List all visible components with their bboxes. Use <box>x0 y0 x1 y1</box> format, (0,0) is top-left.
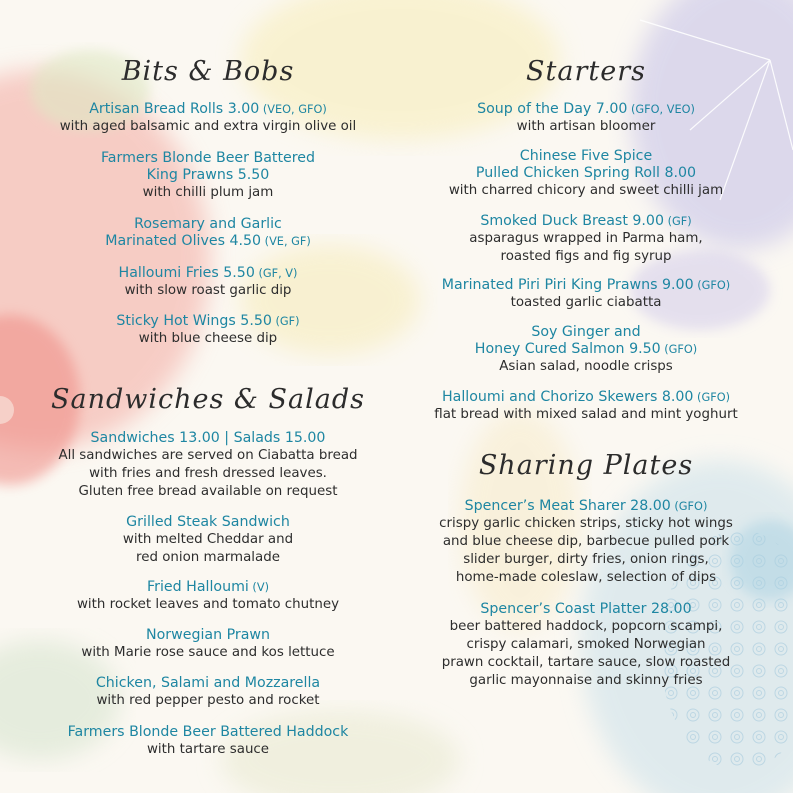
menu-item-name <box>18 579 398 596</box>
menu-item <box>396 101 776 136</box>
menu-item-name <box>18 313 398 330</box>
section-heading-sharing-plates: Sharing Plates <box>478 450 694 481</box>
menu-item-name <box>396 601 776 618</box>
menu-item-description: asparagus wrapped in Parma ham, roasted figs and fig syrup <box>469 231 703 264</box>
section-heading-starters: Starters <box>526 56 646 87</box>
menu-item-title: Sandwiches 13.00 | Salads 15.00 <box>90 430 326 446</box>
dietary-tag: (GFO) <box>693 279 731 292</box>
dietary-tag: (GF) <box>663 215 692 228</box>
menu-item-title: Spencer’s Meat Sharer 28.00 <box>464 498 671 514</box>
menu-item-name <box>396 213 776 230</box>
menu-item-title: Farmers Blonde Beer Battered Haddock <box>67 724 349 740</box>
menu-item <box>396 213 776 266</box>
menu-item <box>18 265 398 300</box>
menu-item <box>396 498 776 587</box>
menu-item <box>396 277 776 312</box>
menu-item-title: Chinese Five Spice Pulled Chicken Spring Roll 8.00 <box>475 148 697 181</box>
dietary-tag: (VE, GF) <box>261 235 311 248</box>
menu-item-title: Farmers Blonde Beer Battered King Prawns 5.50 <box>100 150 316 183</box>
menu-item-title: Smoked Duck Breast 9.00 <box>480 213 664 229</box>
menu-item-name <box>396 101 776 118</box>
menu-item <box>396 148 776 200</box>
section-heading-bits-bobs: Bits & Bobs <box>121 56 295 87</box>
menu-item <box>18 514 398 567</box>
menu-item-name <box>18 150 398 184</box>
menu-item-description: Asian salad, noodle crisps <box>499 359 673 374</box>
menu-item-title: Halloumi and Chorizo Skewers 8.00 <box>441 389 694 405</box>
menu-item-name <box>396 148 776 182</box>
menu-item-description: with tartare sauce <box>146 742 270 757</box>
menu-item-description: with red pepper pesto and rocket <box>96 693 320 708</box>
menu-item-name <box>18 216 398 250</box>
menu-item-title: Rosemary and Garlic Marinated Olives 4.50 <box>105 216 282 249</box>
menu-item-description: with Marie rose sauce and kos lettuce <box>81 645 335 660</box>
menu-item <box>18 579 398 614</box>
menu-item-name <box>396 324 776 358</box>
dietary-tag: (GF, V) <box>254 267 298 280</box>
menu-item-description: with blue cheese dip <box>138 331 278 346</box>
menu-item-title: Spencer’s Coast Platter 28.00 <box>480 601 692 617</box>
menu-item-title: Norwegian Prawn <box>145 627 271 643</box>
menu-item-name <box>18 101 398 118</box>
menu-item-title: Artisan Bread Rolls 3.00 <box>89 101 260 117</box>
menu-item-title: Marinated Piri Piri King Prawns 9.00 <box>441 277 694 293</box>
menu-item-title: Soup of the Day 7.00 <box>477 101 628 117</box>
menu-item-description: with artisan bloomer <box>516 119 656 134</box>
menu-item-title: Grilled Steak Sandwich <box>126 514 290 530</box>
dietary-tag: (GFO) <box>660 343 698 356</box>
menu-item-name <box>18 724 398 741</box>
menu-item-description: flat bread with mixed salad and mint yoghurt <box>434 407 738 422</box>
dietary-tag: (GFO, VEO) <box>627 103 695 116</box>
menu-item-description: toasted garlic ciabatta <box>510 295 662 310</box>
menu-item-description: All sandwiches are served on Ciabatta bread with fries and fresh dressed leaves. Gluten free bread available on request <box>58 448 358 499</box>
menu-item <box>18 216 398 250</box>
menu-item-description: beer battered haddock, popcorn scampi, crispy calamari, smoked Norwegian prawn cocktail, tartare sauce, slow roasted garlic mayonnaise and skinny fries <box>441 619 731 688</box>
menu-item-description: with charred chicory and sweet chilli jam <box>448 183 724 198</box>
menu-item <box>18 101 398 136</box>
dietary-tag: (VEO, GFO) <box>259 103 327 116</box>
dietary-tag: (V) <box>248 581 269 594</box>
dietary-tag: (GFO) <box>693 391 731 404</box>
menu-item-name <box>18 430 398 447</box>
menu-item-description: with melted Cheddar and red onion marmalade <box>122 532 294 565</box>
menu-item-description: with chilli plum jam <box>142 185 274 200</box>
menu-item-name <box>18 265 398 282</box>
menu-item-title: Fried Halloumi <box>147 579 249 595</box>
menu-item-name <box>396 389 776 406</box>
menu-item-description: with aged balsamic and extra virgin olive oil <box>59 119 357 134</box>
dietary-tag: (GFO) <box>670 500 708 513</box>
menu-item-description: with slow roast garlic dip <box>124 283 292 298</box>
menu-item <box>18 430 398 501</box>
menu-item-title: Sticky Hot Wings 5.50 <box>116 313 272 329</box>
menu-item <box>396 601 776 690</box>
menu-item-title: Chicken, Salami and Mozzarella <box>95 675 321 691</box>
menu-item-name <box>18 514 398 531</box>
menu-item-title: Soy Ginger and Honey Cured Salmon 9.50 <box>474 324 661 357</box>
menu-item <box>396 389 776 424</box>
menu-item-name <box>396 498 776 515</box>
menu-item-name <box>396 277 776 294</box>
dietary-tag: (GF) <box>271 315 300 328</box>
menu-item-title: Halloumi Fries 5.50 <box>118 265 255 281</box>
menu-item-name <box>18 675 398 692</box>
menu-item <box>18 150 398 202</box>
menu-item-name <box>18 627 398 644</box>
menu-item <box>18 675 398 710</box>
menu-item <box>18 724 398 759</box>
menu-item <box>18 627 398 662</box>
menu-item-description: with rocket leaves and tomato chutney <box>76 597 340 612</box>
menu-item-description: crispy garlic chicken strips, sticky hot wings and blue cheese dip, barbecue pulled pork slider burger, dirty fries, onion rings, home-made coleslaw, selection of dips <box>439 516 733 585</box>
menu-item <box>396 324 776 376</box>
menu-item <box>18 313 398 348</box>
section-heading-sandwiches-salads: Sandwiches & Salads <box>50 384 366 415</box>
